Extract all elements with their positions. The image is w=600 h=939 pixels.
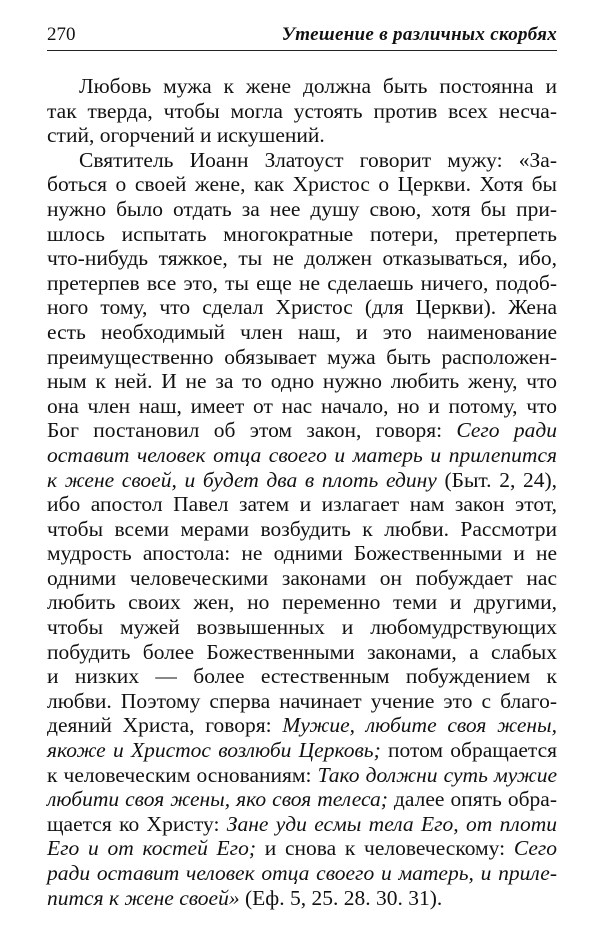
scripture-quote: ради оставит человек отца своего и матерь, и приле- xyxy=(47,861,557,885)
text-run: ного тому, что сделал Христос (для Церкви). Жена xyxy=(47,295,557,320)
text-line xyxy=(47,713,557,738)
scripture-quote: Мужие, любите своя жены, xyxy=(282,713,557,738)
text-run: любви. Поэтому сперва начинает учение это с благо- xyxy=(47,688,557,713)
scripture-quote: пится к жене своей» xyxy=(47,885,240,910)
text-line xyxy=(47,345,557,370)
text-line xyxy=(47,172,557,197)
text-run: ибо апостол Павел затем и излагает нам закон этот, xyxy=(47,492,557,517)
text-line xyxy=(47,615,557,640)
text-line xyxy=(47,738,557,763)
text-run: мудрость апостола: не одними Божественными и не xyxy=(47,541,557,566)
scripture-quote: к жене своей, и будет два в плоть едину xyxy=(47,467,437,492)
text-line xyxy=(47,590,557,615)
text-run: она член наш, имеет от нас начало, но и потому, что xyxy=(47,393,557,418)
text-run: шлось испытать многократные потери, претерпеть xyxy=(47,221,557,246)
text-run: и снова к человеческому: xyxy=(255,836,514,861)
text-run: преимущественно обязывает мужа быть расположен- xyxy=(47,344,557,369)
text-run: одними человеческими законами он побуждает нас xyxy=(47,565,557,590)
text-run: претерпев все это, ты еще не сделаешь ничего, подоб- xyxy=(47,270,557,295)
text-line xyxy=(47,787,557,812)
text-line xyxy=(47,74,557,99)
scripture-quote: любити своя жены, яко своя телеса; xyxy=(47,787,388,812)
text-line xyxy=(47,861,557,886)
page-number: 270 xyxy=(47,24,76,45)
text-line xyxy=(47,271,557,296)
text-line xyxy=(47,148,557,173)
text-run: нужно было отдать за нее душу свою, хотя бы при- xyxy=(47,196,557,221)
running-title: Утешение в различных скорбях xyxy=(281,24,557,45)
text-line xyxy=(47,394,557,419)
text-line xyxy=(47,664,557,689)
text-run: щается ко Христу: xyxy=(47,811,227,836)
text-line xyxy=(47,763,557,788)
text-run: так тверда, чтобы могла устоять против всех несча- xyxy=(47,98,557,123)
text-line xyxy=(47,320,557,345)
text-line xyxy=(47,812,557,837)
text-run: к человеческим основаниям: xyxy=(47,762,318,787)
scripture-quote: Сего xyxy=(513,836,557,861)
text-line xyxy=(47,418,557,443)
text-run: что-нибудь тяжкое, ты не должен отказываться, ибо, xyxy=(47,246,557,271)
text-line xyxy=(47,468,557,493)
text-run: боться о своей жене, как Христос о Церкви. Хотя бы xyxy=(47,172,557,197)
paragraph xyxy=(47,148,557,910)
text-line xyxy=(47,443,557,468)
text-line xyxy=(47,689,557,714)
text-line xyxy=(47,369,557,394)
scripture-quote: оставит человек отца своего и матерь и прилепится xyxy=(47,442,557,467)
text-run: Святитель Иоанн Златоуст говорит мужу: «За- xyxy=(79,147,557,172)
text-run: Любовь мужа к жене должна быть постоянна и xyxy=(79,74,557,98)
text-line xyxy=(47,492,557,517)
scripture-quote: Зане уди есмы тела Его, от плоти xyxy=(226,811,557,836)
text-line xyxy=(47,886,557,911)
text-run: (Еф. 5, 25. 28. 30. 31). xyxy=(239,885,443,910)
text-line xyxy=(47,517,557,542)
scripture-quote: якоже и Христос возлюби Церковь; xyxy=(47,738,381,763)
text-line xyxy=(47,836,557,861)
text-line xyxy=(47,123,557,148)
text-line xyxy=(47,566,557,591)
scripture-quote: Его и от костей Его; xyxy=(47,836,256,861)
text-run: и низких — более естественным побуждением к xyxy=(47,664,557,689)
text-run: Бог постановил об этом закон, говоря: xyxy=(47,418,457,443)
text-line xyxy=(47,541,557,566)
text-run: стий, огорчений и искушений. xyxy=(47,123,325,148)
text-run: ным к ней. И не за то одно нужно любить жену, что xyxy=(47,369,557,394)
text-run: деяний Христа, говоря: xyxy=(47,713,283,738)
text-run: потом обращается xyxy=(380,738,558,763)
scripture-quote: Сего ради xyxy=(456,418,557,443)
text-line xyxy=(47,246,557,271)
scripture-quote: Тако должни суть мужие xyxy=(317,762,557,787)
text-run: (Быт. 2, 24), xyxy=(436,467,558,492)
text-run: чтобы всеми мерами возбудить к любви. Рассмотри xyxy=(47,516,557,541)
page-header xyxy=(47,22,557,51)
text-line xyxy=(47,640,557,665)
text-run: любить своих жен, но переменно теми и другими, xyxy=(47,590,557,615)
text-line xyxy=(47,295,557,320)
text-line xyxy=(47,197,557,222)
text-line xyxy=(47,99,557,124)
text-run: есть необходимый член наш, и это наименование xyxy=(47,319,557,344)
text-run: чтобы мужей возвышенных и любомудрствующих xyxy=(47,615,557,640)
text-run: побудить более Божественными законами, а слабых xyxy=(47,639,557,664)
text-line xyxy=(47,222,557,247)
paragraph xyxy=(47,74,557,148)
page-body xyxy=(47,74,557,910)
text-run: далее опять обра- xyxy=(387,787,557,812)
